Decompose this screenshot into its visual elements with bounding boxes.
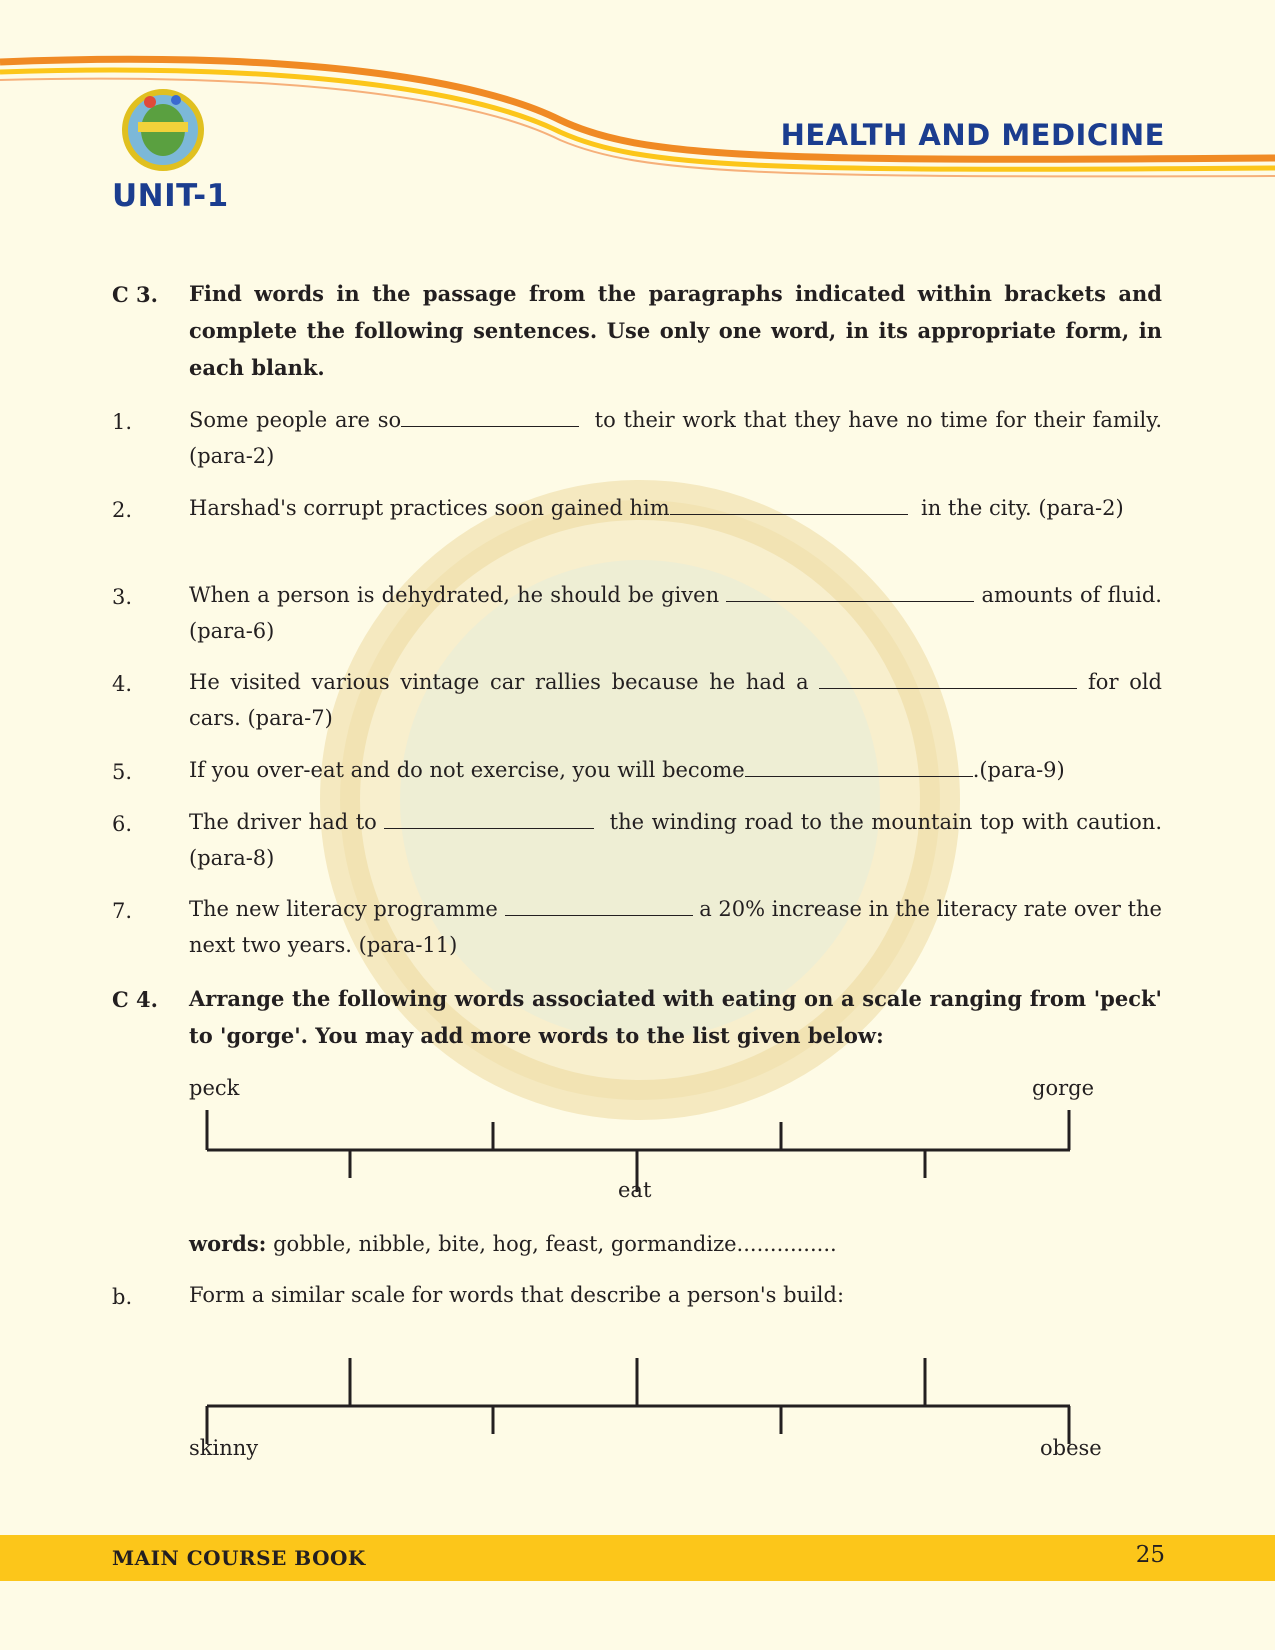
question-c3-instruction: Find words in the passage from the paragraphs indicated within brackets and complete the following sentences. Use only one word, in its appropriate form, in each blank. <box>189 281 1162 380</box>
item-text-before: The new literacy programme <box>189 897 498 921</box>
answer-blank[interactable] <box>819 666 1077 689</box>
scale2-right-label: obese <box>1040 1436 1102 1460</box>
build-scale <box>200 1354 1080 1444</box>
answer-blank[interactable] <box>745 754 973 777</box>
item-number: 6. <box>112 812 133 836</box>
item-text-before: The driver had to <box>189 810 377 834</box>
item-number: 2. <box>112 498 133 522</box>
list-item <box>189 804 1162 876</box>
unit-title: HEALTH AND MEDICINE <box>780 118 1165 152</box>
footer-book-title: MAIN COURSE BOOK <box>112 1546 366 1570</box>
item-text-before: He visited various vintage car rallies because he had a <box>189 670 809 694</box>
item-text-after: a 20% increase in the literacy rate over the next two years. (para-11) <box>189 897 1162 957</box>
item-text-before: When a person is dehydrated, he should be given <box>189 583 720 607</box>
item-number: 7. <box>112 899 133 923</box>
scale-middle-label: eat <box>618 1178 652 1202</box>
page-number: 25 <box>1135 1542 1165 1568</box>
item-text-after: in the city. (para-2) <box>921 496 1124 520</box>
question-c4-instruction: Arrange the following words associated with eating on a scale ranging from 'peck' to 'gorge'. You may add more words to the list given below: <box>189 986 1162 1048</box>
item-number: 5. <box>112 760 133 784</box>
list-item <box>189 891 1162 963</box>
scale2-left-label: skinny <box>189 1436 259 1460</box>
answer-blank[interactable] <box>384 806 594 829</box>
scale-right-label: gorge <box>1032 1076 1094 1100</box>
item-text-after: the winding road to the mountain top with caution. (para-8) <box>189 810 1162 870</box>
question-c3-label: C 3. <box>112 282 158 307</box>
list-item <box>189 402 1162 474</box>
answer-blank[interactable] <box>726 579 974 602</box>
list-item <box>189 664 1162 736</box>
unit-label: UNIT-1 <box>112 178 229 214</box>
item-text-after: for old cars. (para-7) <box>189 670 1162 730</box>
list-item <box>189 490 1162 526</box>
item-text-after: to their work that they have no time for their family. (para-2) <box>189 408 1163 468</box>
cce-logo <box>118 82 208 178</box>
answer-blank[interactable] <box>401 404 579 427</box>
word-list <box>189 1231 837 1256</box>
list-item <box>189 577 1162 649</box>
item-number: 3. <box>112 585 133 609</box>
item-text-before: Harshad's corrupt practices soon gained him <box>189 496 670 520</box>
part-b-instruction: Form a similar scale for words that describe a person's build: <box>189 1283 845 1307</box>
question-c4-label: C 4. <box>112 987 158 1012</box>
item-text-after: .(para-9) <box>972 758 1065 782</box>
item-text-after: amounts of fluid. (para-6) <box>189 583 1162 643</box>
words-label: words: <box>189 1231 267 1256</box>
item-number: 1. <box>112 410 133 434</box>
item-text-before: If you over-eat and do not exercise, you will become <box>189 758 745 782</box>
part-b-label: b. <box>112 1285 133 1309</box>
item-text-before: Some people are so <box>189 408 402 432</box>
item-number: 4. <box>112 672 133 696</box>
answer-blank[interactable] <box>505 893 693 916</box>
answer-blank[interactable] <box>670 492 908 515</box>
scale-left-label: peck <box>189 1076 240 1100</box>
list-item <box>189 752 1162 788</box>
words-list: gobble, nibble, bite, hog, feast, gormandize............... <box>273 1232 837 1256</box>
